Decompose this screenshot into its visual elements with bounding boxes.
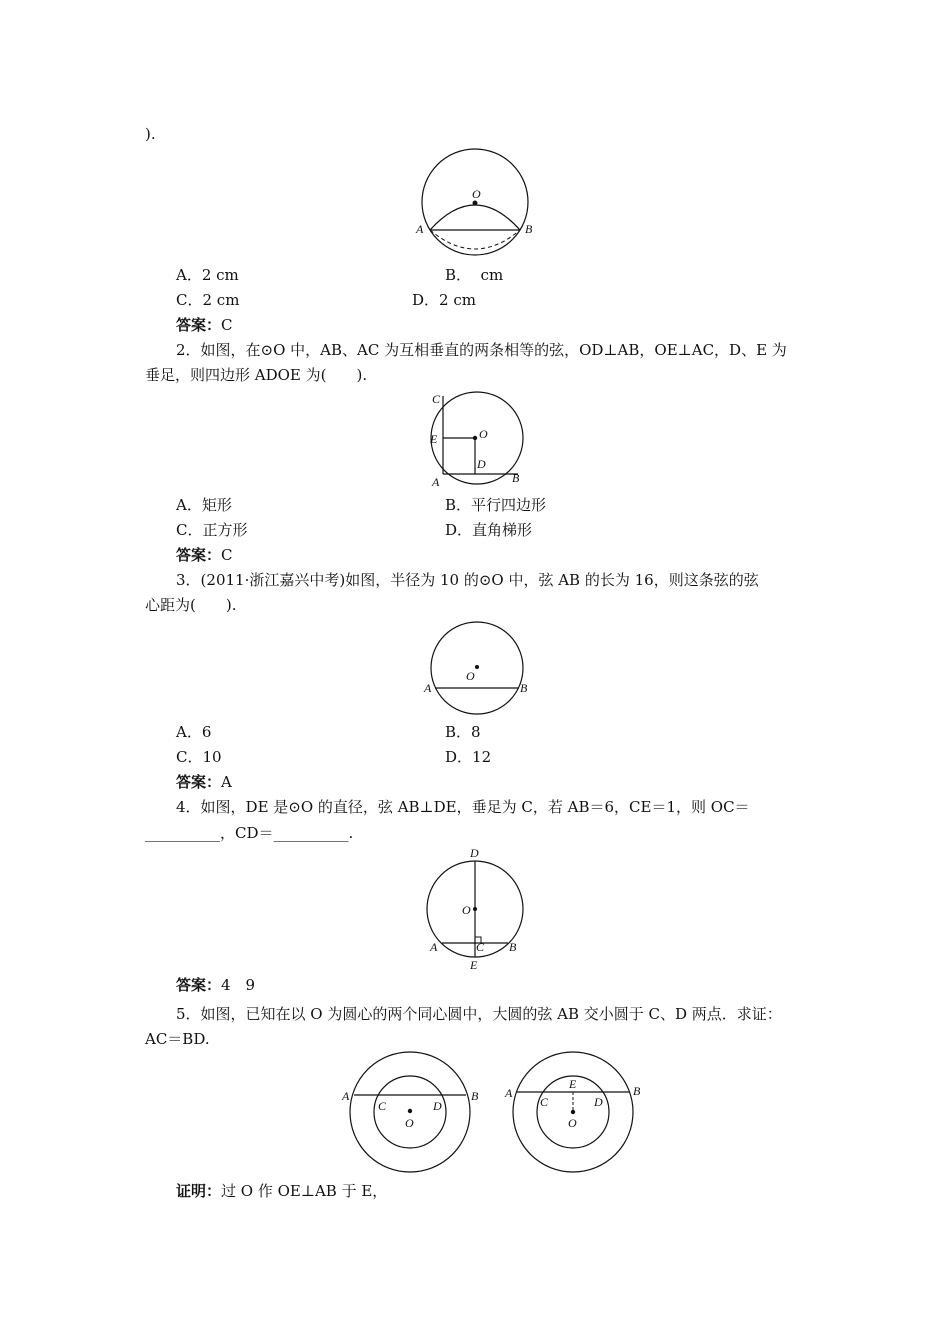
q3-label-o: O (466, 669, 475, 683)
q1-answer (176, 315, 233, 335)
q2-option-a: A．矩形 (176, 496, 232, 514)
q2-option-c: C．正方形 (176, 521, 248, 539)
q2-label-e: E (430, 432, 438, 446)
q5-line1: 5．如图，已知在以 O 为圆心的两个同心圆中，大圆的弦 AB 交小圆于 C、D 两点．求证： (176, 1005, 782, 1023)
answer-label: 答案： (176, 773, 222, 791)
q4-label-d: D (470, 846, 479, 860)
q4-label-b: B (509, 940, 517, 954)
q3-option-c: C．10 (176, 748, 222, 766)
answer-value: C (221, 546, 233, 564)
q3-label-a: A (424, 681, 432, 695)
q5-fig1-label-b: B (471, 1089, 479, 1103)
continued-text: ). (145, 125, 156, 143)
q5-fig2-label-c: C (540, 1095, 549, 1109)
q1-option-b: B． cm (445, 266, 504, 284)
proof-label: 证明： (176, 1182, 222, 1200)
q3-label-b: B (520, 681, 528, 695)
q5-fig2-label-a: A (505, 1086, 513, 1100)
answer-label: 答案： (176, 976, 222, 994)
q5-figure-1 (340, 1050, 485, 1175)
q2-label-d: D (477, 457, 486, 471)
q2-line2: 垂足，则四边形 ADOE 为( ). (145, 366, 368, 384)
q3-option-b: B．8 (445, 723, 481, 741)
q5-fig2-label-d: D (594, 1095, 603, 1109)
q2-option-b: B．平行四边形 (445, 496, 547, 514)
answer-value: C (221, 316, 233, 334)
q3-figure (420, 620, 535, 720)
q5-fig1-label-c: C (378, 1099, 387, 1113)
q1-figure (410, 148, 540, 263)
answer-label: 答案： (176, 316, 222, 334)
answer-label: 答案： (176, 546, 222, 564)
q3-line1: 3．(2011·浙江嘉兴中考)如图，半径为 10 的⊙O 中，弦 AB 的长为 16，则这条弦的弦 (176, 571, 759, 589)
answer-value: A (221, 773, 232, 791)
q5-fig1-label-o: O (405, 1116, 414, 1130)
q4-label-a: A (430, 940, 438, 954)
q3-line2: 心距为( ). (145, 596, 237, 614)
q5-figure-2 (503, 1050, 648, 1175)
q1-label-a: A (416, 222, 424, 236)
q5-fig2-label-e: E (569, 1077, 577, 1091)
q2-label-a: A (432, 475, 440, 489)
q3-option-d: D．12 (445, 748, 492, 766)
q4-label-e: E (470, 958, 478, 972)
q2-label-c: C (432, 392, 441, 406)
q4-label-o: O (462, 903, 471, 917)
q2-label-o: O (479, 427, 488, 441)
q4-answer (176, 975, 255, 995)
q1-label-o: O (472, 187, 481, 201)
q2-figure (420, 388, 535, 490)
q5-fig1-label-d: D (433, 1099, 442, 1113)
q3-answer (176, 772, 232, 792)
q1-label-b: B (525, 222, 533, 236)
q5-fig1-label-a: A (342, 1089, 350, 1103)
q1-option-a: A．2 cm (176, 266, 239, 284)
q1-option-c: C．2 cm (176, 291, 240, 309)
q5-line2: AC＝BD. (145, 1030, 210, 1048)
q5-fig2-label-o: O (568, 1116, 577, 1130)
q5-fig2-label-b: B (633, 1084, 641, 1098)
q2-label-b: B (512, 471, 520, 485)
q2-answer (176, 545, 233, 565)
q4-line2: __________，CD＝__________. (145, 824, 354, 842)
q4-figure (420, 845, 535, 975)
proof-text: 过 O 作 OE⊥AB 于 E， (221, 1182, 388, 1200)
q4-line1: 4．如图，DE 是⊙O 的直径，弦 AB⊥DE，垂足为 C，若 AB＝6，CE＝1，则 OC＝ (176, 798, 750, 816)
q5-proof (176, 1181, 387, 1201)
q1-option-d: D．2 cm (412, 291, 476, 309)
answer-value: 4 9 (221, 976, 256, 994)
q2-line1: 2．如图，在⊙O 中，AB、AC 为互相垂直的两条相等的弦，OD⊥AB，OE⊥AC，D、E 为 (176, 341, 787, 359)
q3-option-a: A．6 (176, 723, 212, 741)
q4-label-c: C (476, 940, 485, 954)
q2-option-d: D．直角梯形 (445, 521, 533, 539)
